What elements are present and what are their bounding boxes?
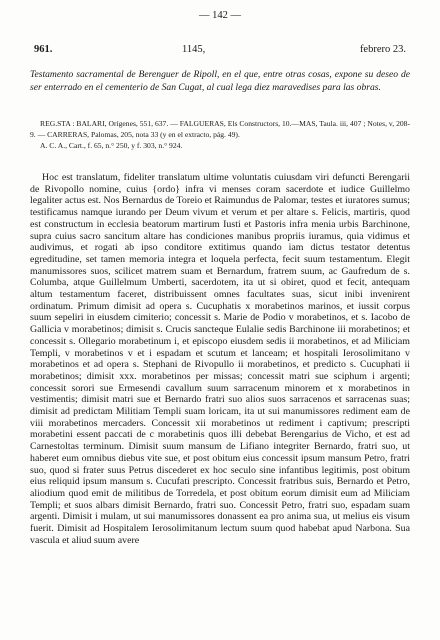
body-paragraph: Hoc est translatum, fideliter translatum ultime voluntatis cuiusdam viri defuncti Berengarii de Rivopollo nomine, cuius {ordo} infra vi menses coram sacerdote et iudice Guillelmo legaliter actus est. Nos Bernardus de Toreio et Raimundus de Palomar, testes et iuratores sumus; testificamus namque iurando per Deum vivum et verum et per altare s. Felicis, martiris, quod est constructum in ecclesia beatorum martirum Iusti et Pastoris infra menia urbis Barchinone, supra cuius sacro sancitum altare has condiciones manibus propriis iuramus, quia vidimus et audivimus, et rogati ab ipso conditore extitimus quando iam dictus testator detentus egreditudine, set tamen memoria integra et loquela perfecta, fecit suum testamentum. Elegit manumissores suos, scilicet matrem suam et Bernardum, fratrem suum, ac Gaufredum de s. Columba, atque Guillelmum Umberti, sacerdotem, ita ut si obiret, quod et fecit, antequam altum testamentum faceret, distribuissent omnes facultates suas, sicut inibi invenirent ordinatum. Primum dimisit ad opera s. Cucuphatis x morabetinos marinos, et iussit corpus suum sepeliri in eiusdem cimiterio; concessit s. Marie de Podio v morabetinos, et s. Iacobo de Gallicia v morabetinos; dimisit s. Crucis sancteque Eulalie sedis Barchinone iii morabetinos; et concessit s. Ollegario morabetinum i, et episcopo eiusdem sedis ii morabetinos, et ad Miliciam Templi, v morabetinos v et i espadam et scutum et lanceam; et hospitali Ierosolimitano v morabetinos et ad opera s. Stephani de Rivopullo ii morabetinos, et predicto s. Cucuphati ii morabetinos; dimisit xxx. morabetinos per missas; concessit matri sue sciphum i argenti; concessit sorori sue Ermesendi cavallum suum sarracenum minorem et x morabetinos in vestimentis; dimisit matri sue et Bernardo fratri suo alios suos sarracenos et sarracenas suas; dimisit ad predictam Militiam Templi suam loricam, ita ut sui manumissores rediment eam de viii morabetinos mercaders. Concessit xii morabetinos ut rediment i captivum; prescripti morabetini essent paccati de c morabetinis quos illi debebat Berengarius de Vicho, et est ad Carnestoltas terminum. Dimisit suum mansum de Lifiano integriter Bernardo, fratri suo, ut haberet eum omnibus diebus vite sue, et post obitum eius concessit ipsum mansum Petro, fratri suo, quod si frater suus Petrus discederet ex hoc seculo sine infantibus legitimis, post obitum eius reliquid ipsum mansum s. Cucufati prescripto. Concessit fratribus suis, Bernardo et Petro, aliodium quod emit de militibus de Torredela, et post obitum eorum dimisit eum ad Miliciam Templi; et suos albars dimisit Bernardo, fratri suo. Concessit Petro, fratri suo, espadam suam argenti. Dimisit i mulam, ut sui manumissores donassent ea pro anima sua, ut melius eis visum fuerit. Dimisit ad Hospitalem Ierosolimitanum lectum suum quod habebat apud Narbona. Sua vascula et aliud suum avere bbox=[30, 172, 410, 546]
references-line: REG.STA : BALARI, Orígenes, 551, 637. — FALGUERAS, Els Constructors, 10.—MAS, Taula. iii, 407 ; Notes, v, 208-9. — CARRERAS, Palomas, 205, nota 33 (y en el extracto, pág. 49). bbox=[30, 119, 410, 139]
archive-reference: A. C. A., Cart., f. 65, n.° 250, y f. 303, n.° 924. bbox=[40, 141, 183, 150]
document-body bbox=[30, 172, 410, 547]
summary-text: Testamento sacramental de Berenguer de Ripoll, en el que, entre otras cosas, expone su deseo de ser enterrado en el cementerio de San Cugat, al cual lega diez maravedises para las obras. bbox=[30, 69, 410, 93]
references-block bbox=[30, 118, 410, 151]
document-year: 1145, bbox=[182, 44, 206, 55]
document-summary bbox=[30, 68, 410, 94]
document-number: 961. bbox=[34, 44, 53, 55]
page-number: — 142 — bbox=[199, 10, 241, 21]
document-date: febrero 23. bbox=[359, 44, 406, 55]
